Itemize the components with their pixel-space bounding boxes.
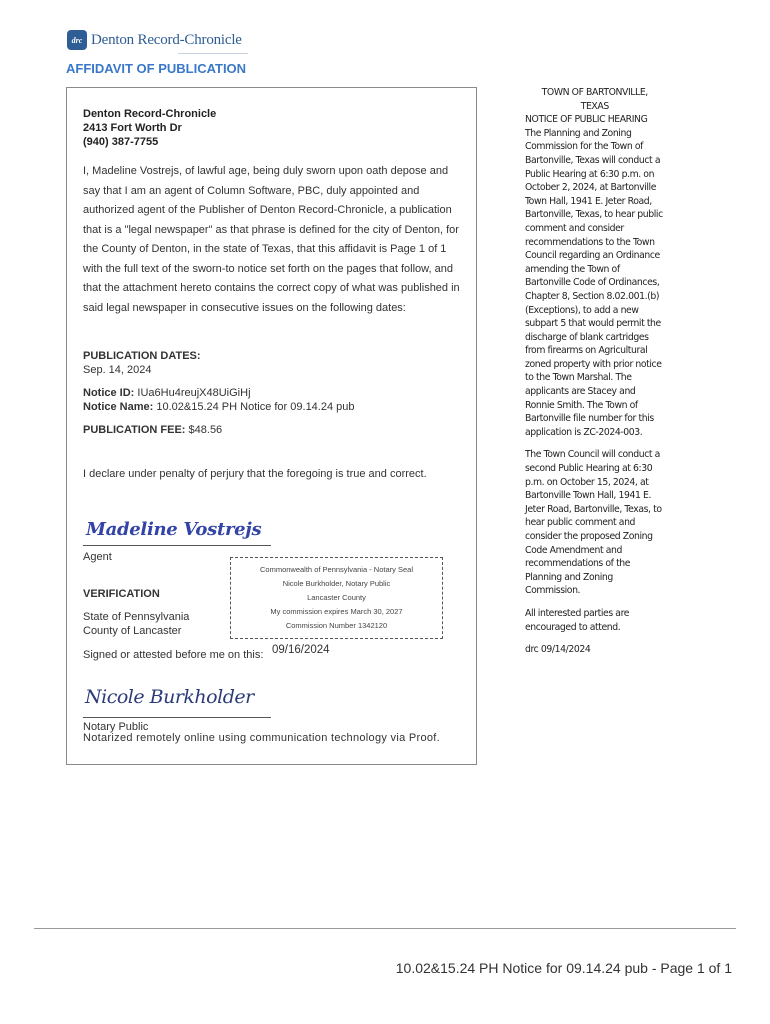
notice-paragraph-1: The Planning and Zoning Commission for the Town of Bartonville, Texas will conduct a Public Hearing at 6:30 p.m. on October 2, 2024, at Bartonville Town Hall, 1941 E. Jeter Road, Bartonville, Texas, to hear public comment and consider recommendations to the Town Council regarding an Ordinance amending the Town of Bartonville Code of Ordinances, Chapter 8, Section 8.02.001.(b) (Exceptions), to add a new subpart 5 that would permit the discharge of blank cartridges from firearms on Agricultural zoned property with prior notice to the Town Marshal. The applicants are Stacey and Ronnie Smith. The Town of Bartonville file number for this application is ZC-2024-003. xyxy=(525,127,663,438)
notice-footer-code: drc 09/14/2024 xyxy=(525,644,591,656)
agent-label: Agent xyxy=(83,551,112,563)
verification-state: State of Pennsylvania xyxy=(83,611,190,623)
notice-name-label: Notice Name: xyxy=(83,401,154,413)
signed-date: 09/16/2024 xyxy=(272,644,330,656)
notary-public-label: Notary Public xyxy=(83,721,149,733)
remote-notarization-note: Notarized remotely online using communication technology via Proof. xyxy=(83,732,440,744)
seal-line-5: Commission Number 1342120 xyxy=(285,621,388,630)
newspaper-logo xyxy=(67,30,242,50)
notary-signature-line xyxy=(83,717,271,718)
notice-paragraph-2: The Town Council will conduct a second Public Hearing at 6:30 p.m. on October 15, 2024, at Bartonville Town Hall, 1941 E. Jeter Road, Bartonville, Texas, to hear public comment and consider the proposed Zoning Code Amendment and recommendations of the Planning and Zoning Commission. xyxy=(525,449,662,597)
agent-signature: Madeline Vostrejs xyxy=(86,519,262,540)
seal-line-2: Nicole Burkholder, Notary Public xyxy=(282,579,391,588)
notary-signature: Nicole Burkholder xyxy=(85,686,254,708)
publication-dates-label: PUBLICATION DATES: xyxy=(83,350,201,362)
notice-name-value: 10.02&15.24 PH Notice for 09.14.24 pub xyxy=(156,401,355,413)
publication-fee xyxy=(83,423,222,437)
notice-paragraph-3: All interested parties are encouraged to attend. xyxy=(525,607,630,633)
notice-info xyxy=(83,386,355,414)
page-footer: 10.02&15.24 PH Notice for 09.14.24 pub - Page 1 of 1 xyxy=(395,960,732,976)
logo-underline xyxy=(178,53,248,54)
declaration: I declare under penalty of perjury that the foregoing is true and correct. xyxy=(83,468,427,480)
drc-logo-icon: drc xyxy=(67,30,87,50)
publication-fee-label: PUBLICATION FEE: xyxy=(83,424,186,436)
publication-dates xyxy=(83,349,201,377)
seal-line-1: Commonwealth of Pennsylvania - Notary Seal xyxy=(260,565,413,574)
notary-seal xyxy=(230,557,443,639)
logo-text: Denton Record-Chronicle xyxy=(91,31,242,48)
verification-label: VERIFICATION xyxy=(83,588,160,600)
agent-signature-line xyxy=(83,545,271,546)
publication-dates-value: Sep. 14, 2024 xyxy=(83,364,152,376)
publisher-name: Denton Record-Chronicle xyxy=(83,108,217,120)
public-notice-clipping xyxy=(525,86,665,657)
signed-label: Signed or attested before me on this: xyxy=(83,649,264,661)
publisher-phone: (940) 387-7755 xyxy=(83,136,159,148)
publisher-street: 2413 Fort Worth Dr xyxy=(83,122,182,134)
notice-heading-title: NOTICE OF PUBLIC HEARING xyxy=(525,114,648,126)
footer-divider xyxy=(34,928,736,929)
publication-fee-value: $48.56 xyxy=(188,424,223,436)
verification-jurisdiction xyxy=(83,610,189,638)
publisher-address-block xyxy=(83,107,216,149)
verification-county: County of Lancaster xyxy=(83,625,182,637)
affidavit-statement: I, Madeline Vostrejs, of lawful age, being duly sworn upon oath depose and say that I am an agent of Column Software, PBC, duly appointed and authorized agent of the Publisher of Denton Record-Chronicle, a publication that is a "legal newspaper" as that phrase is defined for the city of Denton, for the County of Denton, in the state of Texas, that this affidavit is Page 1 of 1 with the full text of the sworn-to notice set forth on the pages that follow, and that the attachment hereto contains the correct copy of what was published in said legal newspaper in consecutive issues on the following dates: xyxy=(83,165,460,314)
notice-id-label: Notice ID: xyxy=(83,387,135,399)
page-title: AFFIDAVIT OF PUBLICATION xyxy=(66,61,247,76)
seal-line-4: My commission expires March 30, 2027 xyxy=(270,607,403,616)
notice-id-value: IUa6Hu4reujX48UiGiHj xyxy=(137,387,251,399)
notice-heading-state: TEXAS xyxy=(580,100,609,112)
notice-heading-town: TOWN OF BARTONVILLE, xyxy=(541,87,648,98)
seal-line-3: Lancaster County xyxy=(307,593,366,602)
